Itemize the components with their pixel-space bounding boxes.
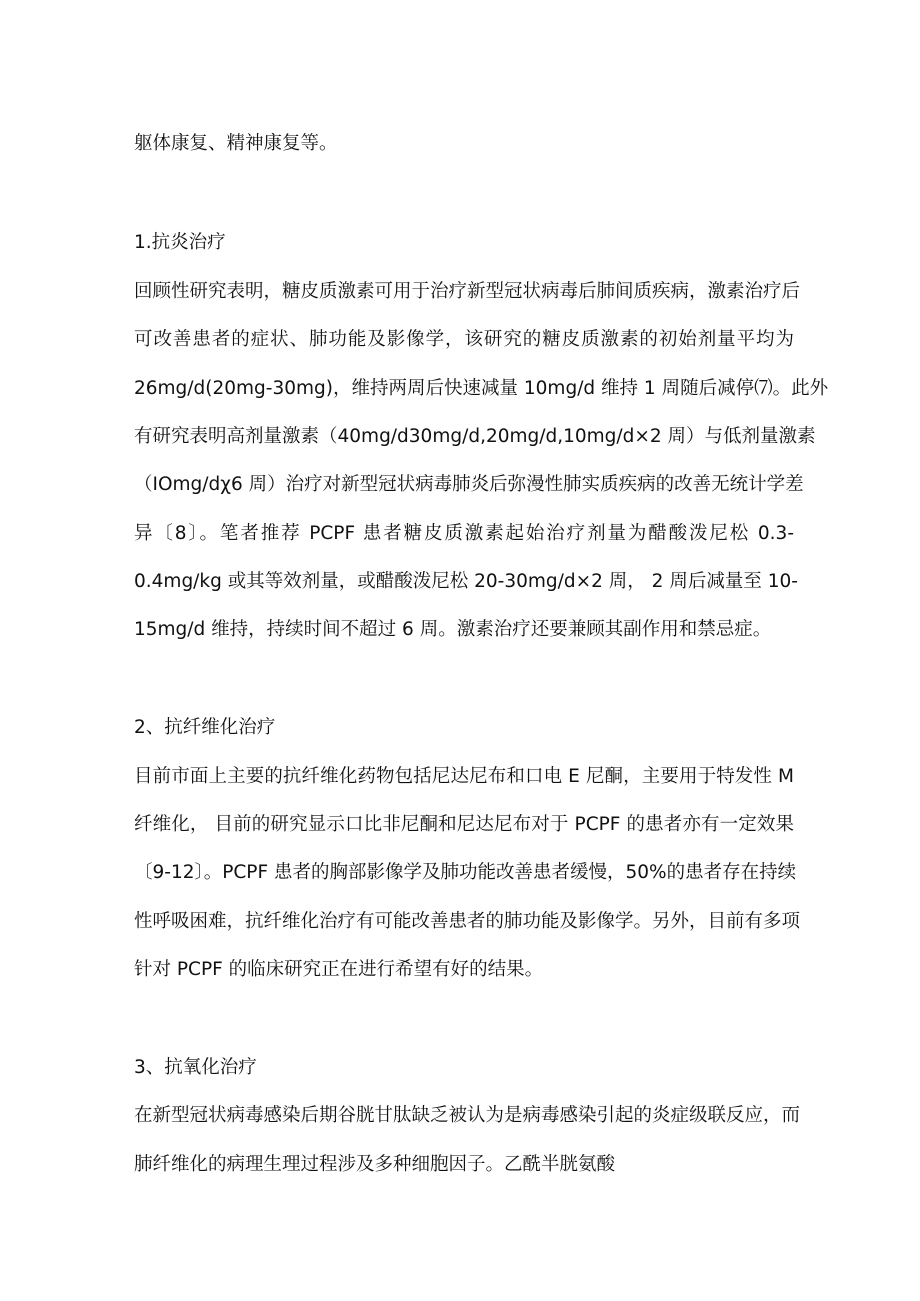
paragraph-line: 异〔8〕。笔者推荐 PCPF 患者糖皮质激素起始治疗剂量为醋酸泼尼松 0.3- <box>134 523 794 544</box>
paragraph-line: 回顾性研究表明，糖皮质激素可用于治疗新型冠状病毒后肺间质疾病，激素治疗后 <box>134 281 801 302</box>
paragraph-line: 性呼吸困难，抗纤维化治疗有可能改善患者的肺功能及影像学。另外，目前有多项 <box>134 911 801 932</box>
section-2-heading: 2、抗纤维化治疗 <box>134 717 276 738</box>
paragraph-line: 针对 PCPF 的临床研究正在进行希望有好的结果。 <box>134 959 544 980</box>
paragraph-line: 可改善患者的症状、肺功能及影像学，该研究的糖皮质激素的初始剂量平均为 <box>134 329 794 350</box>
paragraph-line: 纤维化， 目前的研究显示口比非尼酮和尼达尼布对于 PCPF 的患者亦有一定效果 <box>134 814 794 835</box>
paragraph-line: 目前市面上主要的抗纤维化药物包括尼达尼布和口电 E 尼酮，主要用于特发性 M <box>134 766 794 787</box>
intro-tail-text: 躯体康复、精神康复等。 <box>134 133 338 154</box>
paragraph-line: 〔9-12〕。PCPF 患者的胸部影像学及肺功能改善患者缓慢，50%的患者存在持续 <box>134 862 797 883</box>
paragraph-line: 0.4mg∕kg 或其等效剂量，或醋酸泼尼松 20-30mg∕d×2 周， 2 周后减量至 10- <box>134 571 798 592</box>
section-1-heading: 1.抗炎治疗 <box>134 232 226 253</box>
section-3-heading: 3、抗氧化治疗 <box>134 1057 257 1078</box>
paragraph-line: 15mg∕d 维持，持续时间不超过 6 周。激素治疗还要兼顾其副作用和禁忌症。 <box>134 619 772 640</box>
paragraph-line: 肺纤维化的病理生理过程涉及多种细胞因子。乙酰半胱氨酸 <box>134 1154 616 1175</box>
paragraph-line: 26mg∕d(20mg-30mg)，维持两周后快速减量 10mg∕d 维持 1 周随后减停⑺。此外 <box>134 378 829 399</box>
paragraph-line: 在新型冠状病毒感染后期谷胱甘肽缺乏被认为是病毒感染引起的炎症级联反应，而 <box>134 1105 801 1126</box>
paragraph-line: （IOmg∕dχ6 周）治疗对新型冠状病毒肺炎后弥漫性肺实质疾病的改善无统计学差 <box>134 474 804 495</box>
paragraph-line: 有研究表明高剂量激素（40mg∕d30mg∕d,20mg∕d,10mg∕d×2 周）与低剂量激素 <box>134 426 816 447</box>
